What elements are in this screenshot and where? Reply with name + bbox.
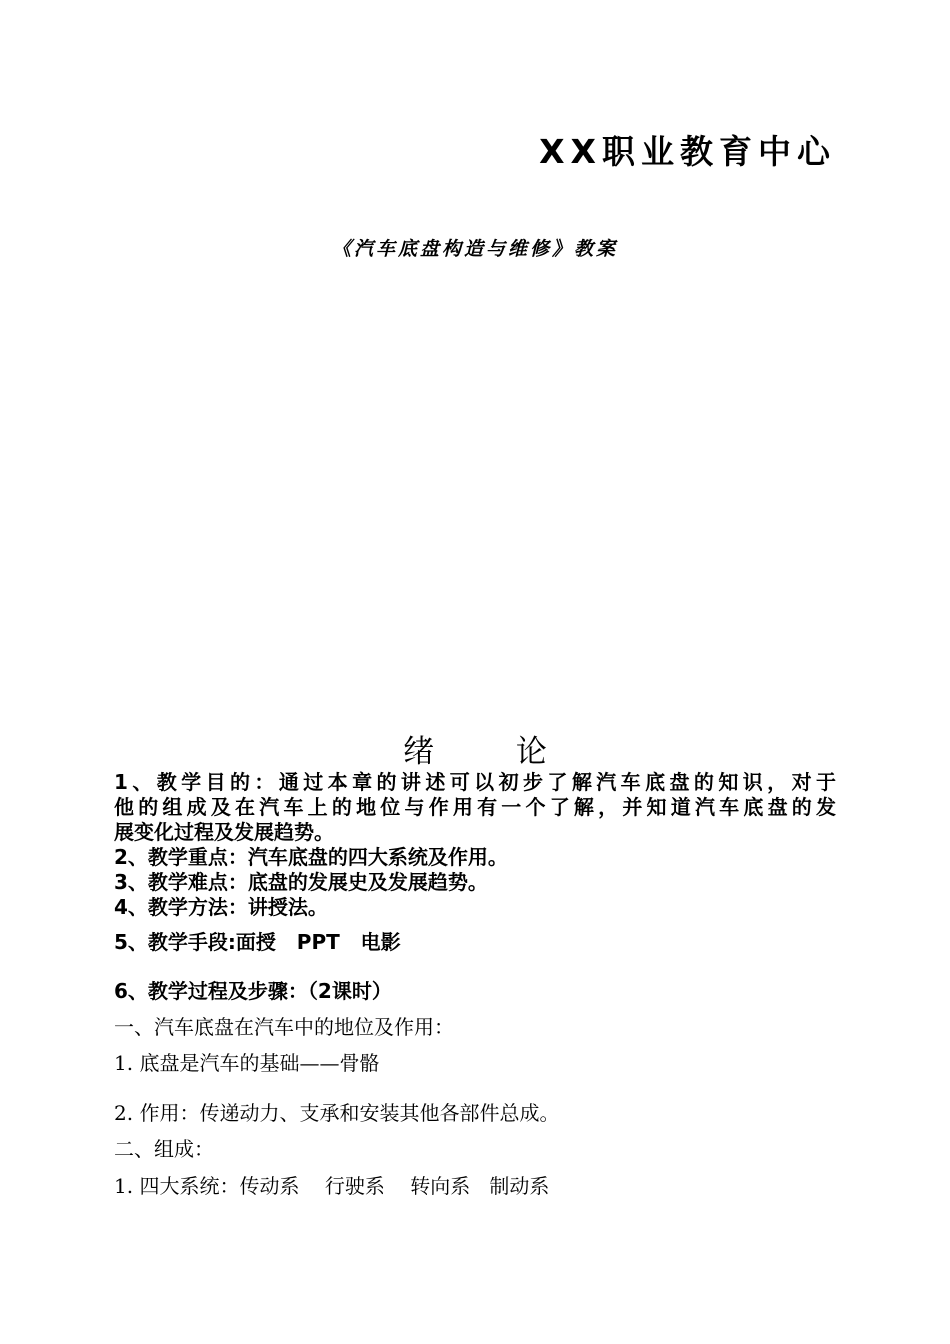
chapter-title: 绪 论: [403, 734, 583, 770]
lesson-content: [114, 770, 836, 1199]
section-two-item-1: 1. 四大系统：传动系 行驶系 转向系 制动系: [114, 1174, 550, 1198]
section-two-heading: 二、组成：: [114, 1137, 214, 1161]
teaching-focus: 2、教学重点：汽车底盘的四大系统及作用。: [114, 845, 508, 869]
teaching-goal-line-3: 展变化过程及发展趋势。: [114, 820, 334, 844]
teaching-goal-line-1: 1、教学目的：通过本章的讲述可以初步了解汽车底盘的知识，对于: [114, 770, 836, 794]
section-one-item-2: 2. 作用：传递动力、支承和安装其他各部件总成。: [114, 1101, 560, 1125]
teaching-process: 6、教学过程及步骤：（2课时）: [114, 979, 392, 1003]
teaching-goal-line-2: 他的组成及在汽车上的地位与作用有一个了解，并知道汽车底盘的发: [114, 795, 836, 819]
teaching-means: 5、教学手段:面授 PPT 电影: [114, 930, 401, 954]
teaching-difficulty: 3、教学难点：底盘的发展史及发展趋势。: [114, 870, 488, 894]
section-one-item-1: 1. 底盘是汽车的基础——骨骼: [114, 1051, 380, 1075]
organization-title: XX职业教育中心: [539, 132, 836, 171]
course-title: 《汽车底盘构造与维修》教案: [331, 238, 618, 260]
section-one-heading: 一、汽车底盘在汽车中的地位及作用：: [114, 1015, 454, 1039]
teaching-method: 4、教学方法：讲授法。: [114, 895, 328, 919]
